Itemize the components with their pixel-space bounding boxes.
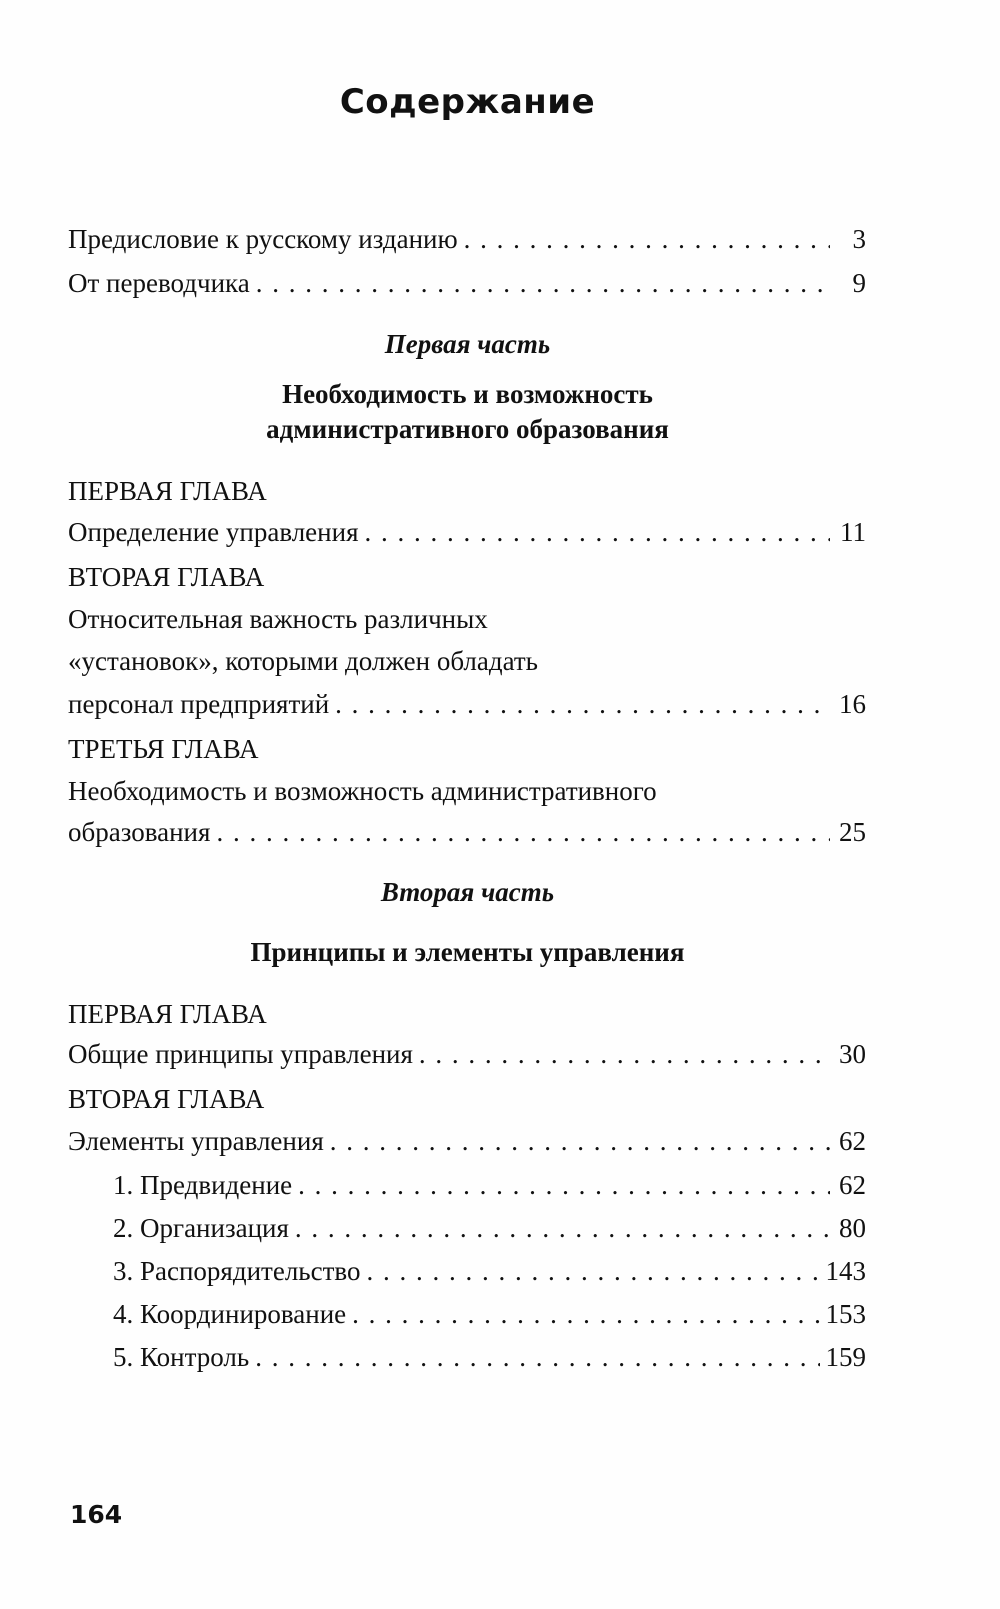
dot-leader <box>295 1211 830 1245</box>
page-number: 3 <box>852 224 866 254</box>
chapter-label <box>68 997 866 1031</box>
page-number: 30 <box>839 1039 866 1069</box>
entry-text: 1. Предвидение <box>113 1170 293 1200</box>
toc-entry[interactable] <box>68 1037 866 1071</box>
entry-text: Элементы управления <box>68 1126 324 1156</box>
page-number: 11 <box>840 517 866 547</box>
toc-section[interactable] <box>113 1254 866 1288</box>
entry-text: От переводчика <box>68 268 250 298</box>
chapter-label <box>68 732 866 766</box>
entry-text: персонал предприятий <box>68 689 330 719</box>
toc-entry[interactable] <box>68 222 866 256</box>
dot-leader <box>352 1297 819 1331</box>
entry-text: Общие принципы управления <box>68 1039 413 1069</box>
part-heading: административного образования <box>266 414 669 444</box>
page-number: 62 <box>839 1170 866 1200</box>
chapter-label-text: ВТОРАЯ ГЛАВА <box>68 562 265 592</box>
entry-text-line <box>68 602 866 636</box>
entry-text-line <box>68 644 866 678</box>
toc-section[interactable] <box>113 1168 866 1202</box>
chapter-label <box>68 474 866 508</box>
chapter-label-text: ТРЕТЬЯ ГЛАВА <box>68 734 259 764</box>
page-number: 159 <box>825 1342 866 1372</box>
page-number: 9 <box>852 268 866 298</box>
dot-leader <box>366 1254 819 1288</box>
toc-entry[interactable] <box>68 687 866 721</box>
dot-leader <box>216 815 830 849</box>
page-number: 62 <box>839 1126 866 1156</box>
entry-text: Необходимость и возможность административного <box>68 776 657 806</box>
toc-section[interactable] <box>113 1297 866 1331</box>
page-number: 16 <box>839 689 866 719</box>
entry-text: Предисловие к русскому изданию <box>68 224 458 254</box>
dot-leader <box>298 1168 830 1202</box>
part-label: Первая часть <box>384 329 551 359</box>
dot-leader <box>335 687 830 721</box>
entry-text: 3. Распорядительство <box>113 1256 361 1286</box>
chapter-label <box>68 560 866 594</box>
entry-text: Относительная важность различных <box>68 604 488 634</box>
dot-leader <box>419 1037 830 1071</box>
part-heading: Принципы и элементы управления <box>250 937 685 967</box>
dot-leader <box>256 266 830 300</box>
entry-text: 2. Организация <box>113 1213 289 1243</box>
part-label: Вторая часть <box>380 877 555 907</box>
part-heading: Необходимость и возможность <box>282 379 653 409</box>
entry-text: образования <box>68 817 211 847</box>
entry-text: «установок», которыми должен обладать <box>68 646 538 676</box>
toc-entry[interactable] <box>68 266 866 300</box>
toc-entry[interactable] <box>68 1124 866 1158</box>
dot-leader <box>255 1340 819 1374</box>
toc-section[interactable] <box>113 1211 866 1245</box>
entry-text-line <box>68 774 866 808</box>
chapter-label <box>68 1082 866 1116</box>
dot-leader <box>464 222 830 256</box>
folio-page-number: 164 <box>70 1500 123 1529</box>
page-number: 153 <box>825 1299 866 1329</box>
chapter-label-text: ВТОРАЯ ГЛАВА <box>68 1084 265 1114</box>
entry-text: 4. Координирование <box>113 1299 347 1329</box>
page-number: 25 <box>839 817 866 847</box>
toc-entry[interactable] <box>68 815 866 849</box>
dot-leader <box>365 515 831 549</box>
toc-entry[interactable] <box>68 515 866 549</box>
dot-leader <box>330 1124 830 1158</box>
chapter-label-text: ПЕРВАЯ ГЛАВА <box>68 476 267 506</box>
page-title: Содержание <box>339 82 596 122</box>
page-number: 80 <box>839 1213 866 1243</box>
page-number: 143 <box>825 1256 866 1286</box>
chapter-label-text: ПЕРВАЯ ГЛАВА <box>68 999 267 1029</box>
entry-text: 5. Контроль <box>113 1342 250 1372</box>
entry-text: Определение управления <box>68 517 359 547</box>
toc-section[interactable] <box>113 1340 866 1374</box>
